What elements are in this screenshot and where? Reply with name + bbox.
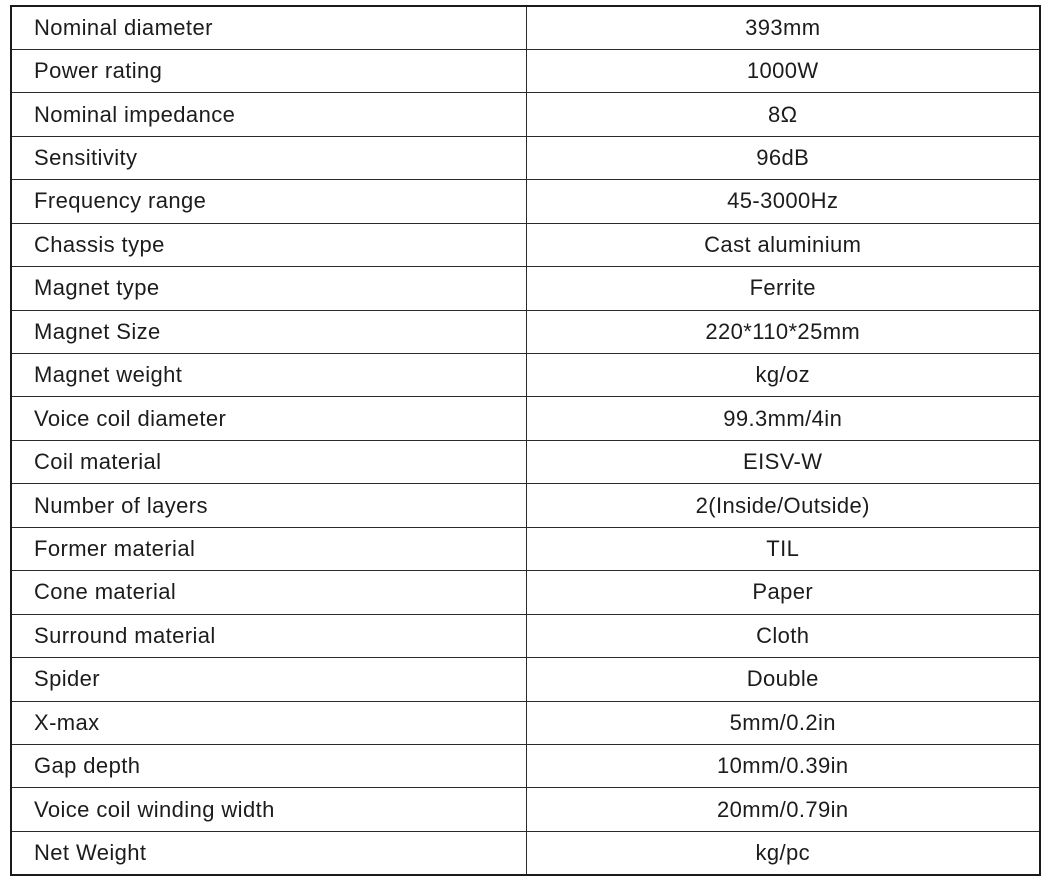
value-cell: Ferrite bbox=[526, 267, 1040, 310]
table-row bbox=[11, 397, 1040, 440]
parameter-cell: Magnet type bbox=[11, 267, 526, 310]
parameter-cell: Spider bbox=[11, 658, 526, 701]
value-cell: 45-3000Hz bbox=[526, 180, 1040, 223]
table-row bbox=[11, 701, 1040, 744]
table-row bbox=[11, 614, 1040, 657]
value-cell: 10mm/0.39in bbox=[526, 744, 1040, 787]
parameter-cell: Voice coil winding width bbox=[11, 788, 526, 831]
parameter-cell: Coil material bbox=[11, 440, 526, 483]
parameter-cell: Frequency range bbox=[11, 180, 526, 223]
spec-table bbox=[10, 5, 1041, 876]
table-row bbox=[11, 571, 1040, 614]
table-row bbox=[11, 180, 1040, 223]
parameter-cell: Cone material bbox=[11, 571, 526, 614]
parameter-cell: Sensitivity bbox=[11, 136, 526, 179]
table-row bbox=[11, 484, 1040, 527]
table-row bbox=[11, 744, 1040, 787]
spec-table-body bbox=[11, 6, 1040, 875]
value-cell: 220*110*25mm bbox=[526, 310, 1040, 353]
value-cell: 20mm/0.79in bbox=[526, 788, 1040, 831]
parameter-cell: Surround material bbox=[11, 614, 526, 657]
parameter-cell: Magnet Size bbox=[11, 310, 526, 353]
value-cell: 1000W bbox=[526, 49, 1040, 92]
table-row bbox=[11, 49, 1040, 92]
table-row bbox=[11, 267, 1040, 310]
value-cell: 393mm bbox=[526, 6, 1040, 49]
parameter-cell: Nominal impedance bbox=[11, 93, 526, 136]
table-row bbox=[11, 6, 1040, 49]
value-cell: EISV-W bbox=[526, 440, 1040, 483]
value-cell: Cast aluminium bbox=[526, 223, 1040, 266]
value-cell: TIL bbox=[526, 527, 1040, 570]
table-row bbox=[11, 136, 1040, 179]
table-row bbox=[11, 440, 1040, 483]
table-row bbox=[11, 310, 1040, 353]
table-row bbox=[11, 93, 1040, 136]
table-row bbox=[11, 354, 1040, 397]
value-cell: Paper bbox=[526, 571, 1040, 614]
parameter-cell: Chassis type bbox=[11, 223, 526, 266]
value-cell: 96dB bbox=[526, 136, 1040, 179]
table-row bbox=[11, 527, 1040, 570]
value-cell: kg/pc bbox=[526, 831, 1040, 874]
value-cell: 8Ω bbox=[526, 93, 1040, 136]
value-cell: Cloth bbox=[526, 614, 1040, 657]
value-cell: kg/oz bbox=[526, 354, 1040, 397]
value-cell: 2(Inside/Outside) bbox=[526, 484, 1040, 527]
value-cell: 5mm/0.2in bbox=[526, 701, 1040, 744]
parameter-cell: Voice coil diameter bbox=[11, 397, 526, 440]
parameter-cell: Number of layers bbox=[11, 484, 526, 527]
parameter-cell: X-max bbox=[11, 701, 526, 744]
parameter-cell: Magnet weight bbox=[11, 354, 526, 397]
parameter-cell: Former material bbox=[11, 527, 526, 570]
parameter-cell: Net Weight bbox=[11, 831, 526, 874]
table-row bbox=[11, 658, 1040, 701]
parameter-cell: Power rating bbox=[11, 49, 526, 92]
table-row bbox=[11, 788, 1040, 831]
table-row bbox=[11, 831, 1040, 874]
value-cell: 99.3mm/4in bbox=[526, 397, 1040, 440]
value-cell: Double bbox=[526, 658, 1040, 701]
parameter-cell: Nominal diameter bbox=[11, 6, 526, 49]
parameter-cell: Gap depth bbox=[11, 744, 526, 787]
table-row bbox=[11, 223, 1040, 266]
